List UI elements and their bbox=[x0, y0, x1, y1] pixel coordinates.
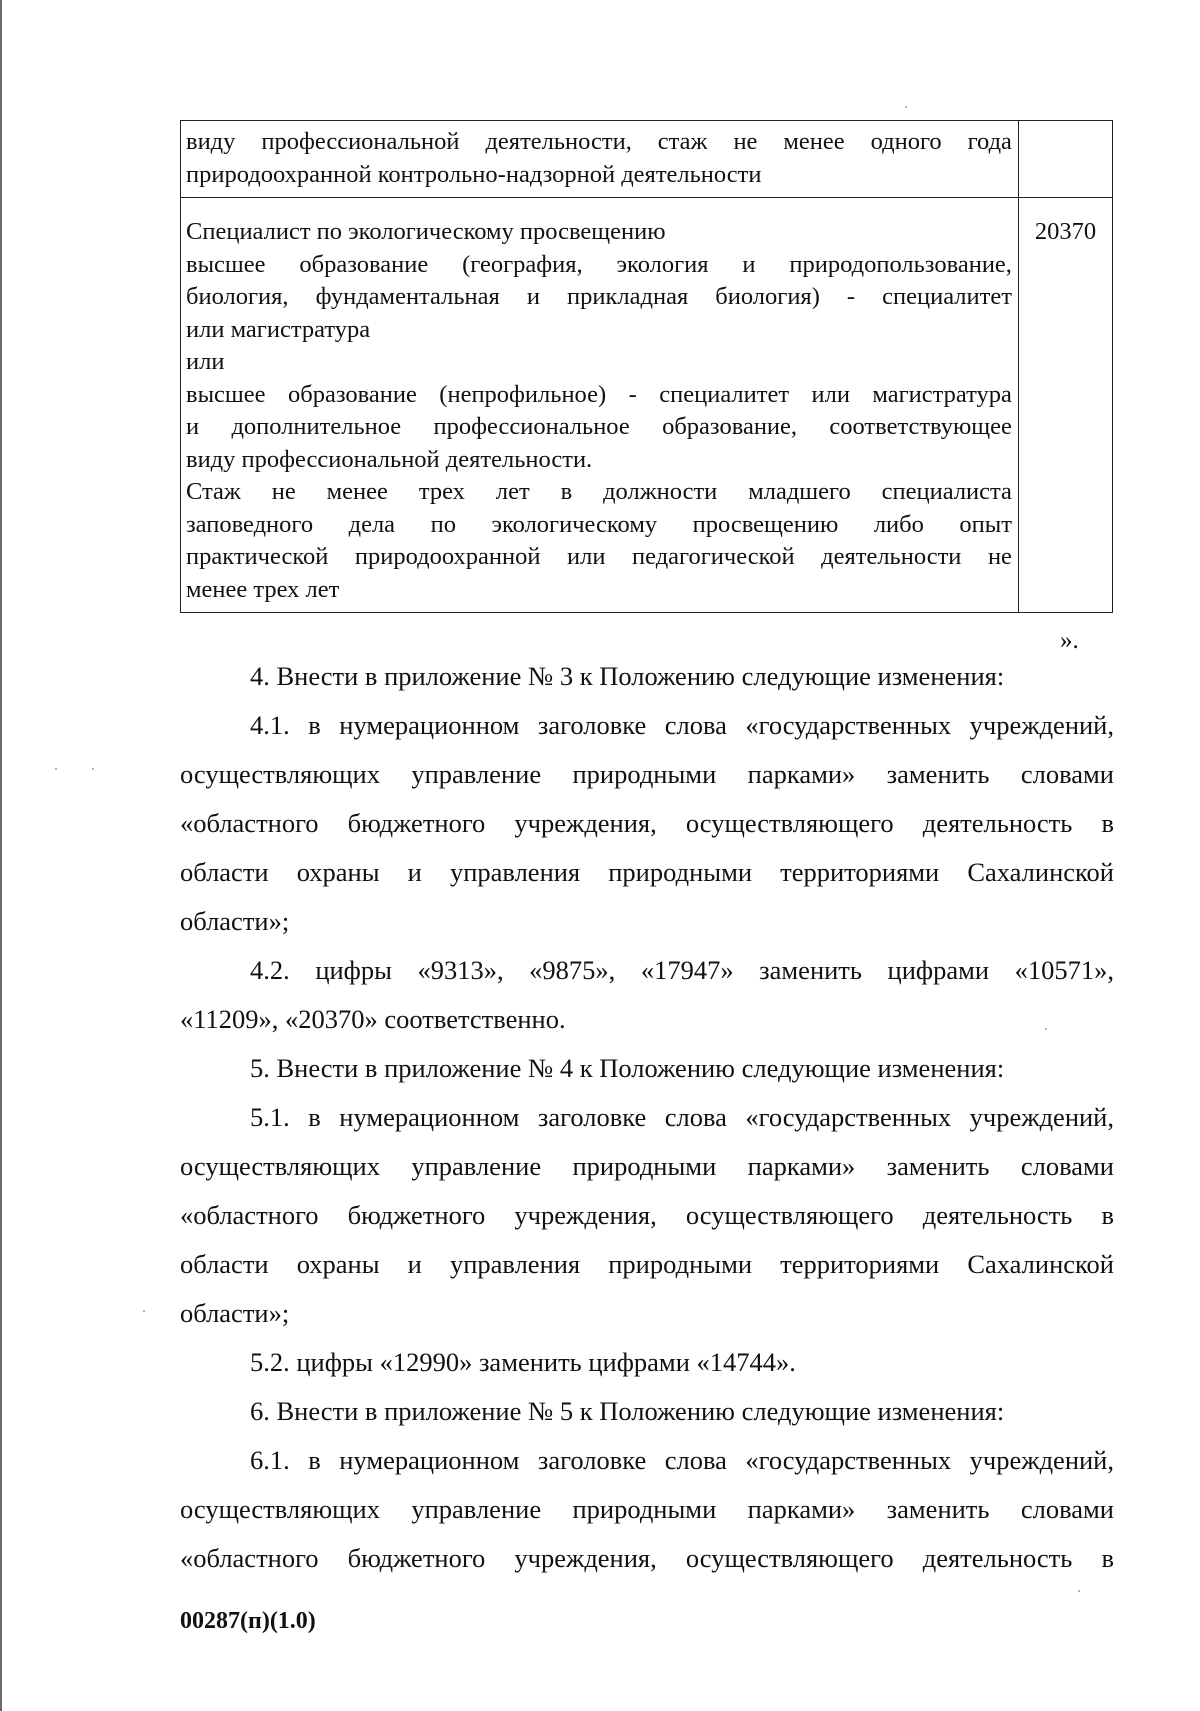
scan-speck bbox=[905, 106, 907, 108]
table-text-line: заповедного дела по экологическому просвещению либо опыт bbox=[186, 510, 1012, 538]
position-title: Специалист по экологическому просвещению bbox=[186, 218, 666, 245]
table-text-line: и дополнительное профессиональное образование, соответствующее bbox=[186, 413, 1012, 440]
requirement-cell bbox=[181, 121, 1019, 198]
paragraph-line: 4. Внести в приложение № 3 к Положению следующие изменения: bbox=[250, 661, 1005, 691]
paragraph-line: 6.1. в нумерационном заголовке слова «государственных учреждений, bbox=[250, 1445, 1114, 1475]
paragraph-line: осуществляющих управление природными парками» заменить словами bbox=[180, 1151, 1114, 1181]
requirement-cell bbox=[181, 198, 1019, 613]
table-text-line: или магистратура bbox=[186, 315, 371, 343]
paragraph-line: «областного бюджетного учреждения, осуществляющего деятельность в bbox=[180, 1543, 1114, 1573]
table-text-line: высшее образование (география, экология и природопользование, bbox=[186, 250, 1012, 278]
table-text-line: или bbox=[186, 348, 225, 375]
scan-speck bbox=[1045, 1028, 1047, 1030]
paragraph-line: осуществляющих управление природными парками» заменить словами bbox=[180, 759, 1114, 789]
table-text-line: высшее образование (непрофильное) - специалитет или магистратура bbox=[186, 380, 1012, 408]
paragraph-line: 6. Внести в приложение № 5 к Положению следующие изменения: bbox=[250, 1396, 1005, 1426]
paragraph-line: «11209», «20370» соответственно. bbox=[180, 1004, 566, 1034]
table-text-line: биология, фундаментальная и прикладная биология) - специалитет bbox=[186, 283, 1012, 310]
paragraph-line: области охраны и управления природными территориями Сахалинской bbox=[180, 1249, 1114, 1279]
table-text-line: практической природоохранной или педагогической деятельности не bbox=[186, 543, 1012, 570]
scan-speck bbox=[1078, 1590, 1080, 1592]
requirements-table bbox=[180, 120, 1113, 613]
table-row bbox=[181, 121, 1113, 198]
table-text-line: виду профессиональной деятельности, стаж не менее одного года bbox=[186, 128, 1012, 155]
table-text-line: Стаж не менее трех лет в должности младшего специалиста bbox=[186, 478, 1012, 505]
scan-speck bbox=[92, 768, 94, 770]
scan-speck bbox=[143, 1310, 145, 1312]
paragraph-line: области охраны и управления природными территориями Сахалинской bbox=[180, 857, 1114, 887]
paragraph-line: области»; bbox=[180, 906, 290, 936]
paragraph-line: 5.2. цифры «12990» заменить цифрами «14744». bbox=[250, 1347, 796, 1377]
salary-cell bbox=[1018, 121, 1112, 198]
paragraph-line: 5.1. в нумерационном заголовке слова «государственных учреждений, bbox=[250, 1102, 1114, 1132]
paragraph-line: «областного бюджетного учреждения, осуществляющего деятельность в bbox=[180, 1200, 1114, 1230]
scan-page-edge bbox=[0, 0, 2, 1711]
table-text-line: виду профессиональной деятельности. bbox=[186, 445, 593, 473]
salary-cell: 20370 bbox=[1018, 198, 1112, 613]
paragraph-line: 5. Внести в приложение № 4 к Положению следующие изменения: bbox=[250, 1053, 1005, 1083]
document-code: 00287(п)(1.0) bbox=[180, 1608, 316, 1634]
paragraph-line: области»; bbox=[180, 1298, 290, 1328]
paragraph-line: 4.2. цифры «9313», «9875», «17947» заменить цифрами «10571», bbox=[250, 955, 1114, 985]
table-row bbox=[181, 198, 1113, 613]
scan-speck bbox=[55, 768, 57, 770]
document-body bbox=[180, 652, 1114, 1583]
table-text-line: менее трех лет bbox=[186, 575, 340, 603]
table-text-line: природоохранной контрольно-надзорной деятельности bbox=[186, 160, 762, 188]
closing-quote: ». bbox=[1060, 627, 1079, 654]
paragraph-line: «областного бюджетного учреждения, осуществляющего деятельность в bbox=[180, 808, 1114, 838]
paragraph-line: осуществляющих управление природными парками» заменить словами bbox=[180, 1494, 1114, 1524]
paragraph-line: 4.1. в нумерационном заголовке слова «государственных учреждений, bbox=[250, 710, 1114, 740]
